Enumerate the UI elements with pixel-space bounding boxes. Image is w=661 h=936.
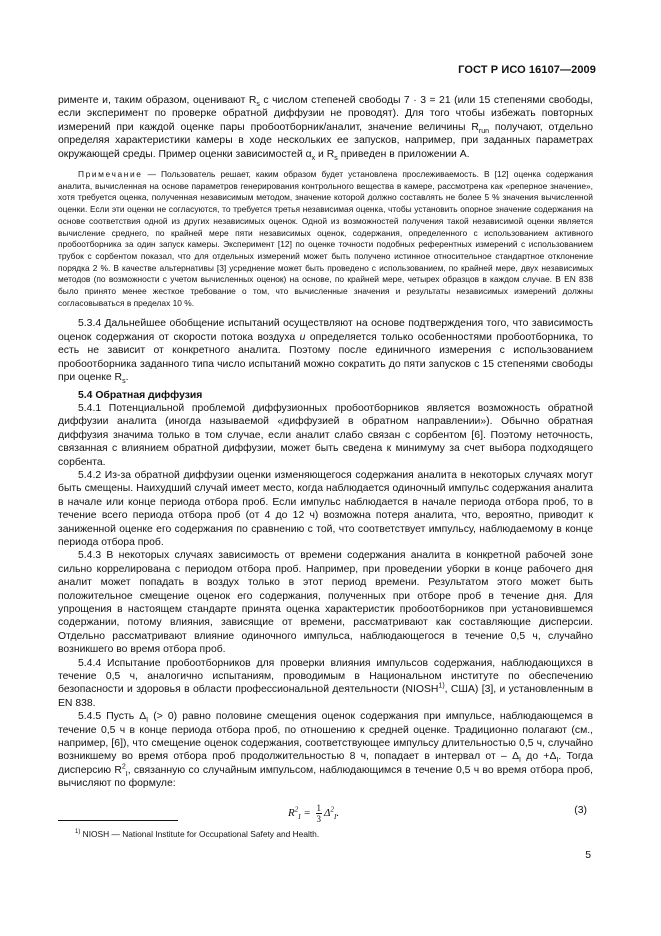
- paragraph-5-3-4: 5.3.4 Дальнейшее обобщение испытаний осуществляют на основе подтверждения того, что зависимость оценок содержания от скорости потока воздуха u определяется только особенностями пробоотборника, то есть не зависит от конкретного аналита. Поэтому после единичного измерения с использованием пробоотборника заданного типа число испытаний можно сократить до пяти запусков с 15 степенями свободы при оценке $R_s$.: [58, 318, 594, 386]
- paragraph-5-4-3: 5.4.3 В некоторых случаях зависимость от времени содержания аналита в конкретной рабочей зоне сильно коррелирована с периодом отбора проб. Например, при проведении уборки в конце рабочего дня аналит может попадать в воздух только в этот период времени. Результатом этого может быть положительное смещение оценок его содержания, полученных при отборе проб в течение дня. Для упрощения в настоящем стандарте принята оценка характеристик пробоотборников при установившемся содержании, потому влияния, зависящие от времени, рассматривают как составляющие дисперсии. Отдельно рассматривают влияние одиночного импульса, наблюдающегося в течение 0,5 ч, случайно возникшего во время отбора проб.: [58, 550, 593, 656]
- main-content: [58, 94, 593, 837]
- section-heading-5-4: 5.4 Обратная диффузия: [78, 389, 203, 401]
- paragraph-5-4-2: 5.4.2 Из-за обратной диффузии оценки изменяющегося содержания аналита в некоторых случаях могут быть смещены. Наихудший случай имеет место, когда наблюдается одиночный импульс содержания аналита в начале или конце периода отбора проб. Если импульс наблюдается в начале периода отбора проб, то в течение всего периода отбора проб (от 4 до 12 ч) возможна потеря аналита, что, вероятно, приводит к заниженной оценке его содержания по сравнению с той, что соответствует импульсу, наблюдаемому в конце периода отбора проб.: [58, 469, 593, 548]
- paragraph-5-4-5: 5.4.5 Пусть $\Delta_I$ (> 0) равно половине смещения оценок содержания при импульсе, наблюдающемся в течение 0,5 ч в конце периода отбора проб, по отношению к средней оценке. Традиционно полагают (см., например, [6]), что смещение оценок содержания, соответствующее импульсу длительностью 0,5 ч, случайно возникшему во время отбора проб продолжительностью 8 ч, попадает в интервал от – $\Delta_I$ до $+\Delta_I$. Тогда дисперсию $R^2_I$, связанную со случайным импульсом, наблюдающимся в течение 0,5 ч во время отбора проб, вычисляют по формуле:: [58, 711, 593, 790]
- page-number: 5: [585, 850, 591, 861]
- note-paragraph: Примечание — Пользователь решает, каким образом будет установлена прослеживаемость. В [12] оценка содержания аналита, вычисленная на основе параметров генерирования контрольного вещества в камере, рассмотрена как «реперное значение», хотя требуется оценка, полученная независимым методом, значение которой должно составлять не более 5 % значения вычисленной оценки. Если эти оценки не согласуются, то требуется третья независимая оценка, чтобы установить опорное значение содержания на основе соответствия одной из других независимых оценок. Одной из возможностей получения такой независимой оценки является вычисление среднего, по крайней мере пяти независимых оценок, содержания, определенного с использованием активного пробоотборника за один запуск камеры. Эксперимент [12] по оценке точности подобных референтных измерений с использованием трубок с сорбентом показал, что для отдельных измерений может быть получено истинное относительное стандартное отклонение порядка 2 %. В качестве альтернативы [3] усреднение может быть проведено с использованием, по крайней мере, двух независимых методов (по возможности с учетом вычисленных оценок) на основе, по крайней мере, четырех образцов в каждом случае. В EN 838 было принято менее жесткое требование о том, что вычисленные значения и результаты независимых измерений должны согласовываться в пределах 10 %.: [58, 169, 593, 308]
- footnote: $^{1)}$ NIOSH — National Institute for Occupational Safety and Health.: [75, 829, 320, 839]
- fraction: $\frac{1}{3}$: [316, 802, 322, 824]
- document-header: ГОСТ Р ИСО 16107—2009: [458, 64, 596, 76]
- footnote-divider: [58, 820, 178, 821]
- paragraph-continuation: рименте и, таким образом, оценивают $R_s$ с числом степеней свободы 7 · 3 = 21 (или 15 степенями свободы, если эксперимент по проверке обратной диффузии не проводят). Для того чтобы избежать повторных измерений при каждой оценке пары пробоотборник/аналит, значение величины $R_{run}$ получают, отдельно определяя характеристики камеры в ходе нескольких ее запусков, например, при заданных параметрах окружающей среды. Пример оценки зависимостей $\alpha_x$ и $R_s$ приведен в приложении А.: [58, 95, 593, 162]
- paragraph-5-4-4: 5.4.4 Испытание пробоотборников для проверки влияния импульсов содержания, наблюдающихся в течение 0,5 ч, аналогично испытаниям, проводимым в Национальном институте по обеспечению безопасности и здоровья в области профессиональной деятельности (NIOSH$^{1)}$, США) [3], и установленным в EN 838.: [58, 657, 593, 709]
- equation-number: (3): [574, 804, 587, 816]
- formula-3: $R^2_I$ = $\frac{1}{3}$ $\Delta^2_I$.: [288, 802, 340, 824]
- note-label: Примечание: [78, 169, 143, 180]
- paragraph-5-4-1: 5.4.1 Потенциальной проблемой диффузионных пробоотборников является возможность обратной диффузии аналита (иногда называемой «диффузией в обратном направлении»). Обычно обратная диффузия значима только в том случае, если аналит слабо связан с сорбентом [6]. Поэтому неточность, связанная с влиянием обратной диффузии, может быть сведена к минимуму за счет выбора подходящего сорбента.: [58, 402, 593, 468]
